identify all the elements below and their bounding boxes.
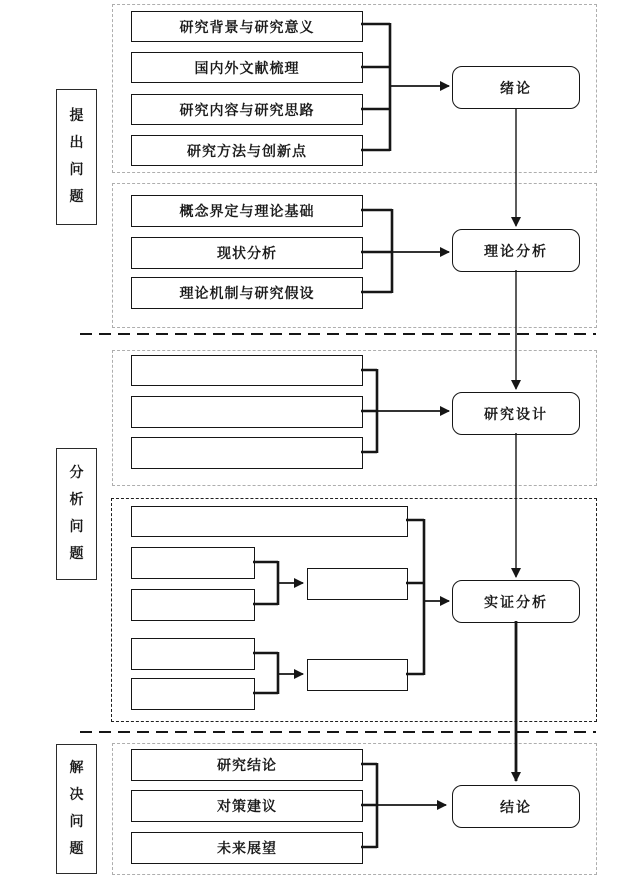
phase-separator-2: [80, 731, 596, 733]
node-policy-suggestions: 对策建议: [131, 790, 363, 822]
stage-research-design: 研究设计: [452, 392, 580, 435]
node-empty-merged-1: [307, 568, 408, 600]
phase-label: 解决问题: [69, 760, 84, 857]
node-empty-pair2-b: [131, 678, 255, 710]
node-future-outlook: 未来展望: [131, 832, 363, 864]
node-research-background: 研究背景与研究意义: [131, 11, 363, 42]
stage-theoretical-analysis: 理论分析: [452, 229, 580, 272]
stage-empirical-analysis: 实证分析: [452, 580, 580, 623]
node-research-content: 研究内容与研究思路: [131, 94, 363, 125]
phase-label: 分析问题: [69, 465, 84, 562]
node-empty-wide: [131, 506, 408, 537]
phase-label: 提出问题: [69, 108, 84, 205]
node-empty-merged-2: [307, 659, 408, 691]
node-status-analysis: 现状分析: [131, 237, 363, 269]
phase-box-raise-questions: [56, 89, 97, 225]
node-empty-pair1-a: [131, 547, 255, 579]
phase-box-solve-questions: [56, 744, 97, 874]
stage-introduction: 绪论: [452, 66, 580, 109]
node-theoretical-mechanism: 理论机制与研究假设: [131, 277, 363, 309]
node-research-conclusions: 研究结论: [131, 749, 363, 781]
node-empty-design-2: [131, 396, 363, 428]
node-research-methods: 研究方法与创新点: [131, 135, 363, 166]
stage-conclusion: 结论: [452, 785, 580, 828]
node-literature-review: 国内外文献梳理: [131, 52, 363, 83]
phase-box-analyze-questions: [56, 448, 97, 580]
phase-separator-1: [80, 333, 596, 335]
node-empty-design-3: [131, 437, 363, 469]
node-empty-design-1: [131, 355, 363, 386]
node-empty-pair2-a: [131, 638, 255, 670]
node-empty-pair1-b: [131, 589, 255, 621]
node-concept-definition: 概念界定与理论基础: [131, 195, 363, 227]
